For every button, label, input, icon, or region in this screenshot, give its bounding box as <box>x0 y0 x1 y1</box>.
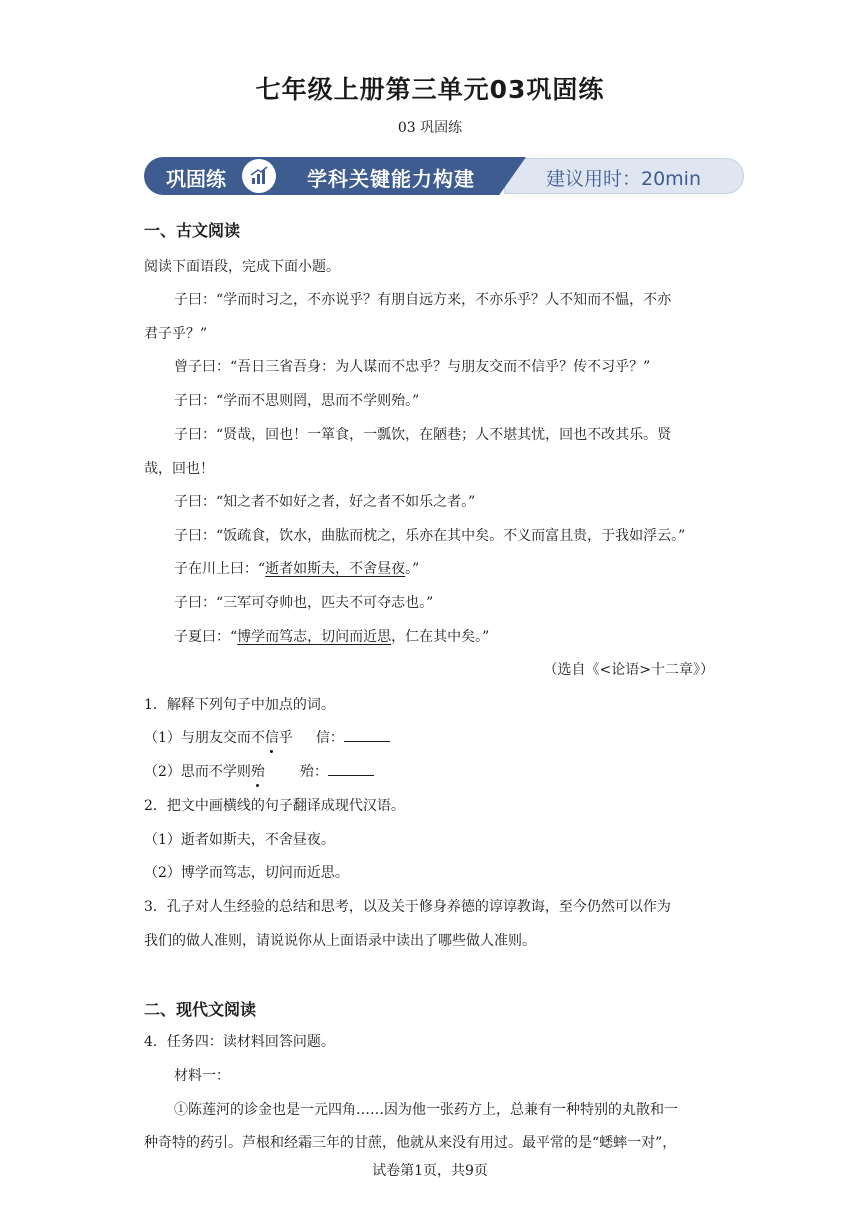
question-3-cont: 我们的做人准则，请说说你从上面语录中读出了哪些做人准则。 <box>144 933 536 949</box>
question-1: 1．解释下列句子中加点的词。 <box>144 697 335 713</box>
passage-line-underlined <box>174 626 489 646</box>
material-paragraph: 种奇特的药引。芦根和经霜三年的甘蔗，他就从来没有用过。最平常的是“蟋蟀一对”， <box>144 1135 677 1151</box>
passage-line: 子曰：“三军可夺帅也，匹夫不可夺志也。” <box>174 595 434 611</box>
question-2b: （2）博学而笃志，切问而近思。 <box>144 865 349 881</box>
line-suffix: 。” <box>405 561 420 577</box>
passage-line: 子曰：“学而时习之，不亦说乎？有朋自远方来，不亦乐乎？人不知而不愠，不亦 <box>174 292 672 308</box>
material-paragraph: ①陈莲河的诊金也是一元四角……因为他一张药方上，总兼有一种特别的丸散和一 <box>174 1102 678 1118</box>
question-1a <box>144 727 390 747</box>
material-label: 材料一： <box>174 1068 230 1084</box>
q1a-word-label: 信： <box>315 730 344 746</box>
passage-line-underlined <box>174 558 419 578</box>
line-prefix: 子夏曰：“ <box>174 629 238 645</box>
q1b-word-label: 殆： <box>299 764 328 780</box>
underlined-sentence: 博学而笃志，切问而近思 <box>237 629 392 645</box>
page-subtitle: 03 巩固练 <box>397 120 463 136</box>
dotted-word: 殆 <box>251 761 265 781</box>
banner-time: 建议用时：20min <box>546 168 702 190</box>
answer-blank[interactable] <box>344 727 390 742</box>
passage-source: （选自《<论语>十二章》） <box>543 662 714 678</box>
page-footer: 试卷第1页，共9页 <box>372 1163 488 1179</box>
section-heading-modern: 二、现代文阅读 <box>144 1000 257 1019</box>
question-3: 3．孔子对人生经验的总结和思考，以及关于修身养德的谆谆教诲，至今仍然可以作为 <box>144 899 671 915</box>
passage-line: 君子乎？” <box>144 326 208 342</box>
question-2a: （1）逝者如斯夫，不舍昼夜。 <box>144 832 335 848</box>
underlined-sentence: 逝者如斯夫，不舍昼夜 <box>265 561 406 577</box>
dotted-word: 信 <box>265 727 279 747</box>
passage-line: 曾子曰：“吾日三省吾身：为人谋而不忠乎？与朋友交而不信乎？传不习乎？” <box>174 359 651 375</box>
answer-blank[interactable] <box>328 761 374 776</box>
question-2: 2．把文中画横线的句子翻译成现代汉语。 <box>144 798 405 814</box>
section-heading-classical: 一、古文阅读 <box>144 221 241 240</box>
bar-chart-icon <box>242 159 276 193</box>
q1b-prefix: （2）思而不学则 <box>144 764 251 780</box>
question-1b <box>144 761 374 781</box>
passage-line: 哉，回也！ <box>144 461 214 477</box>
passage-line: 子曰：“学而不思则罔，思而不学则殆。” <box>174 393 420 409</box>
question-4: 4．任务四：读材料回答问题。 <box>144 1034 335 1050</box>
passage-line: 子曰：“饭疏食，饮水，曲肱而枕之，乐亦在其中矣。不义而富且贵，于我如浮云。” <box>174 528 686 544</box>
passage-line: 子曰：“知之者不如好之者，好之者不如乐之者。” <box>174 494 476 510</box>
section-banner <box>144 157 746 195</box>
line-prefix: 子在川上曰：“ <box>174 561 266 577</box>
banner-tag: 巩固练 <box>166 167 226 191</box>
passage-line: 子曰：“贤哉，回也！一箪食，一瓢饮，在陋巷；人不堪其忧，回也不改其乐。贤 <box>174 427 672 443</box>
section-intro: 阅读下面语段，完成下面小题。 <box>144 259 340 275</box>
q1a-suffix: 乎 <box>278 730 293 746</box>
q1a-prefix: （1）与朋友交而不 <box>144 730 265 746</box>
line-suffix: ，仁在其中矣。” <box>391 629 490 645</box>
page-title: 七年级上册第三单元03巩固练 <box>255 75 605 104</box>
banner-main-title: 学科关键能力构建 <box>307 167 475 191</box>
